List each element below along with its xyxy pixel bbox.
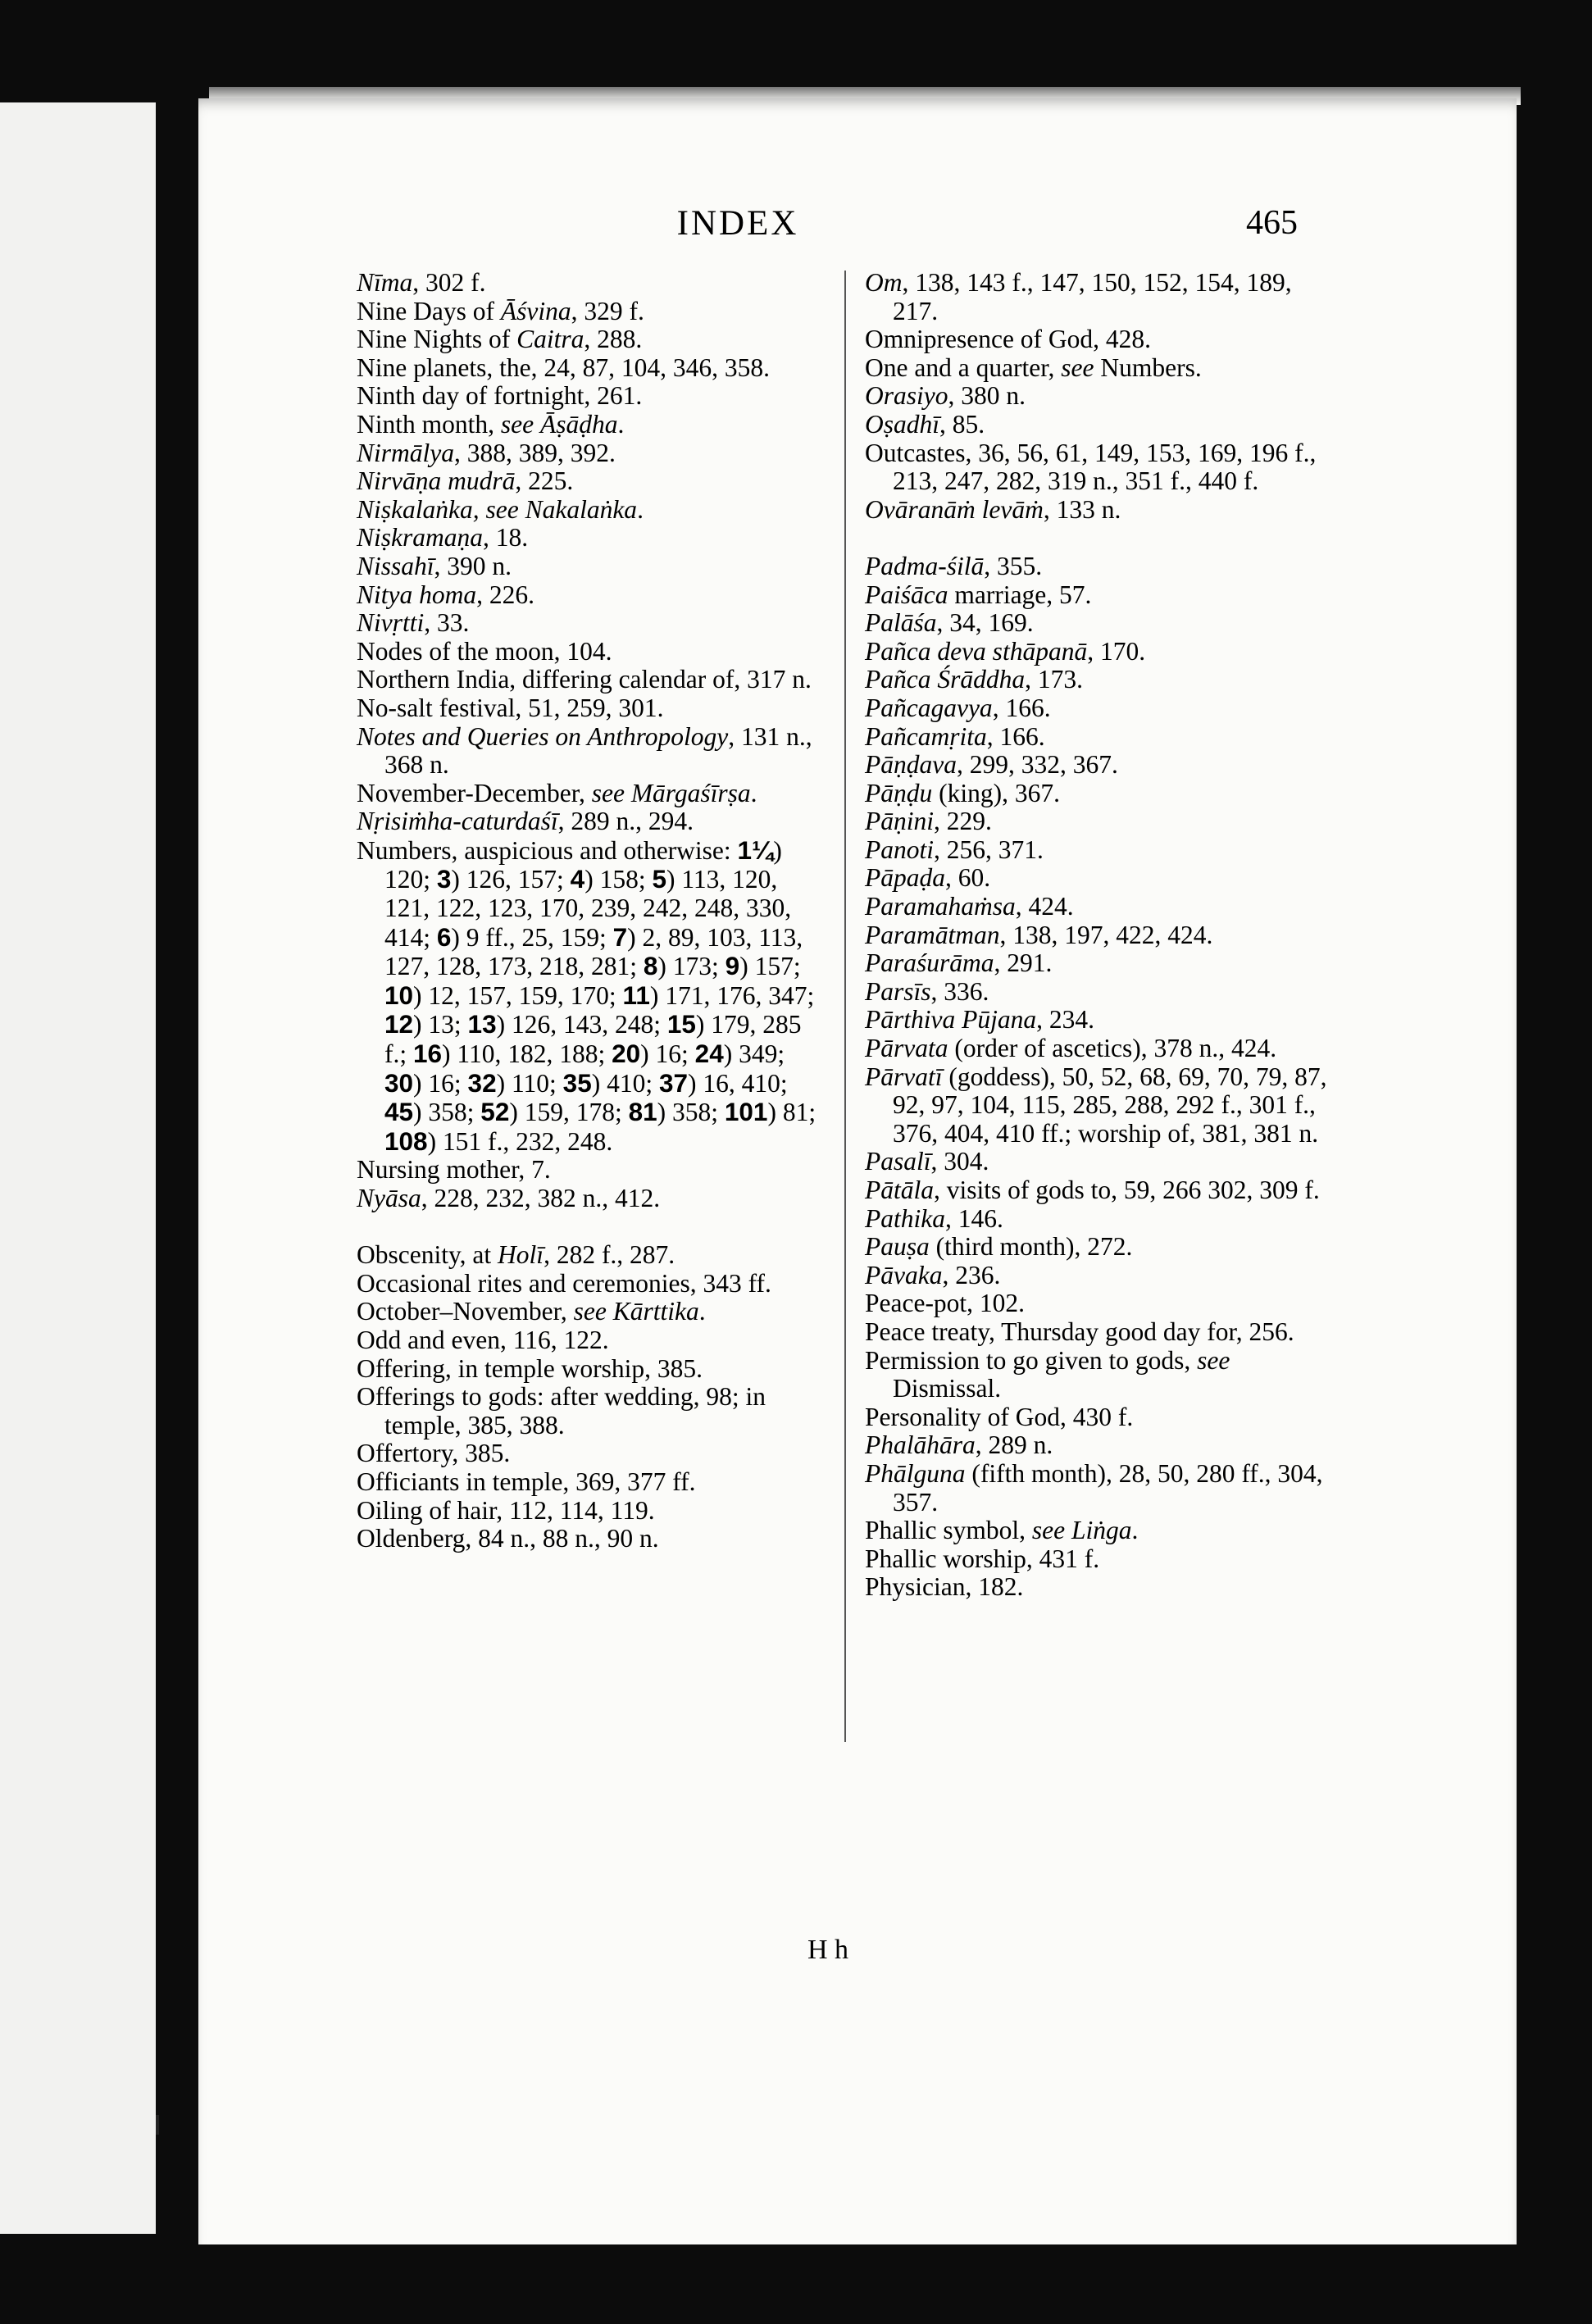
index-entry-text: Nissahī xyxy=(357,551,434,580)
index-entry-text: Pāpaḍa xyxy=(865,863,945,893)
index-entry-text: , 282 f., 287. xyxy=(544,1240,675,1270)
index-entry-text: 15 xyxy=(666,1009,696,1039)
index-entry xyxy=(865,836,1336,865)
index-entry xyxy=(357,496,824,525)
index-entry-text: Pañcamṛita xyxy=(865,721,987,751)
index-entry xyxy=(357,694,824,723)
index-entry-text: ) 159, 178; xyxy=(509,1098,629,1127)
index-entry-text: , 170. xyxy=(1087,636,1146,666)
index-entry-text: , 85. xyxy=(939,409,985,439)
index-entry-text: ) 16, 410; xyxy=(688,1068,788,1098)
index-entry-text: 4 xyxy=(570,864,585,894)
index-entry-text: , 166. xyxy=(986,721,1045,751)
index-entry-text: 6 xyxy=(436,921,452,952)
index-entry-text: Peace-pot, 102. xyxy=(865,1289,1026,1318)
index-entry-text: Nine planets, the, 24, 87, 104, 346, 358. xyxy=(357,352,770,382)
index-entry xyxy=(865,864,1336,893)
index-entry-text: ) 16; xyxy=(640,1039,695,1069)
index-entry-text: Peace treaty, Thursday good day for, 256. xyxy=(865,1317,1294,1346)
index-entry-text: 11 xyxy=(622,980,650,1010)
index-entry-text: Northern India, differing calendar of, 317 n. xyxy=(357,665,812,694)
index-entry xyxy=(865,1233,1336,1262)
margin-mark xyxy=(156,2115,159,2135)
index-entry-text: , 234. xyxy=(1036,1005,1094,1035)
index-entry-text: 101 xyxy=(724,1097,768,1127)
index-entry-text: Paramātman xyxy=(865,920,1000,949)
index-entry xyxy=(865,780,1336,808)
index-entry-text: , 388, 389, 392. xyxy=(454,438,616,467)
index-entry-text: Pāṇḍava xyxy=(865,750,957,780)
index-entry-text: (third month), 272. xyxy=(929,1232,1133,1262)
index-entry xyxy=(865,1262,1336,1290)
index-entry xyxy=(865,1063,1336,1148)
index-entry-text: 20 xyxy=(612,1039,641,1069)
index-entry-text: Pārthiva Pūjana xyxy=(865,1005,1037,1035)
index-entry-text: ) 349; xyxy=(723,1039,785,1069)
index-entry-text: Pañcagavya xyxy=(865,693,993,722)
signature-mark: H h xyxy=(807,1935,849,1965)
index-entry-text: Oldenberg, 84 n., 88 n., 90 n. xyxy=(357,1524,659,1553)
index-entry-text: Niṣkalaṅka, see Nakalaṅka xyxy=(357,494,638,524)
index-entry-text: Palāśa xyxy=(865,608,937,638)
index-entry xyxy=(865,1545,1336,1574)
column-divider xyxy=(844,271,846,1742)
index-entry-text: Nitya homa xyxy=(357,580,477,609)
index-entry-text: , 173. xyxy=(1025,665,1083,694)
index-entry-text: Permission to go given to gods, xyxy=(865,1345,1198,1375)
index-entry-text: ) 110; xyxy=(496,1068,563,1098)
page-number: 465 xyxy=(1246,204,1298,242)
index-entry-text: , 18. xyxy=(483,523,529,553)
index-entry-text: Obscenity, at xyxy=(357,1240,498,1270)
index-entry-text: 10 xyxy=(384,980,414,1010)
index-entry xyxy=(357,1156,824,1185)
index-entry-text: Paraśurāma xyxy=(865,948,994,978)
index-entry-text: 7 xyxy=(612,921,628,952)
index-entry-text: Om xyxy=(865,268,903,297)
index-entry-text: , 380 n. xyxy=(948,381,1026,411)
index-entry-text: , 424. xyxy=(1015,892,1074,921)
index-entry xyxy=(357,1355,824,1384)
index-entry xyxy=(865,807,1336,836)
index-entry-text: , 229. xyxy=(934,807,992,836)
index-entry-text: see Mārgaśīrṣa xyxy=(591,778,751,807)
index-entry-text: ) 16; xyxy=(413,1068,468,1098)
index-entry-text: see xyxy=(1061,352,1094,382)
index-entry-text: Ninth month, xyxy=(357,409,501,439)
index-entry xyxy=(357,1241,824,1270)
index-entry-text: Pārvata xyxy=(865,1034,948,1063)
index-entry-text: , 289 n., 294. xyxy=(557,807,694,836)
index-entry-text: Phālguna xyxy=(865,1458,966,1488)
index-entry xyxy=(865,1460,1336,1517)
index-entry-text: , 225. xyxy=(515,466,574,496)
index-entry-text: Omnipresence of God, 428. xyxy=(865,325,1152,354)
index-entry-text: Nursing mother, 7. xyxy=(357,1155,551,1185)
index-entry xyxy=(865,666,1336,694)
index-entry-text: Pātāla xyxy=(865,1176,934,1204)
index-entry-text: Officiants in temple, 369, 377 ff. xyxy=(357,1467,696,1496)
index-entry-text: Occasional rites and ceremonies, 343 ff. xyxy=(357,1268,771,1298)
index-entry-text: 9 xyxy=(725,951,740,981)
index-entry-text: , 228, 232, 382 n., 412. xyxy=(421,1184,661,1212)
index-entry-text: , 146. xyxy=(944,1203,1003,1233)
index-column-right xyxy=(865,269,1336,1602)
index-entry xyxy=(865,1517,1336,1545)
index-entry xyxy=(865,1573,1336,1602)
index-entry xyxy=(865,382,1336,411)
index-entry-text: Pāvaka xyxy=(865,1260,943,1289)
index-entry xyxy=(357,581,824,610)
index-entry-text: ) 120; xyxy=(384,835,782,894)
index-entry-text: ) 12, 157, 159, 170; xyxy=(413,980,623,1010)
index-entry xyxy=(357,609,824,638)
index-entry-text: , 226. xyxy=(476,580,534,609)
index-entry-text: . xyxy=(750,778,757,807)
index-entry-text: , 299, 332, 367. xyxy=(956,750,1118,780)
index-entry-text: 1¼ xyxy=(737,835,774,865)
index-entry xyxy=(865,411,1336,439)
index-entry-text: Pārvatī xyxy=(865,1062,943,1091)
index-entry-text: Nivṛtti xyxy=(357,608,425,638)
index-entry-text: , 34, 169. xyxy=(936,608,1034,638)
index-entry-text: Paramahaṁsa xyxy=(865,892,1016,921)
index-entry xyxy=(357,411,824,439)
index-entry-text: Nirvāṇa mudrā xyxy=(357,466,516,496)
index-entry-text: , 291. xyxy=(994,948,1053,978)
index-entry xyxy=(865,439,1336,496)
index-entry-text: ) 126, 143, 248; xyxy=(496,1010,667,1039)
index-entry xyxy=(357,1468,824,1497)
running-title: INDEX xyxy=(676,204,799,243)
index-entry-text: 16 xyxy=(413,1039,443,1069)
index-entry xyxy=(865,1431,1336,1460)
index-entry xyxy=(865,581,1336,610)
index-column-left xyxy=(357,269,824,1553)
index-entry-text: , 138, 197, 422, 424. xyxy=(999,920,1213,949)
index-entry-text: Paiśāca xyxy=(865,580,948,609)
index-entry-text: Pasalī xyxy=(865,1147,931,1176)
index-entry-text: Physician, 182. xyxy=(865,1572,1024,1602)
index-entry xyxy=(865,638,1336,666)
index-entry xyxy=(865,1006,1336,1035)
index-entry-text: , visits of gods to, 59, 266 302, 309 f. xyxy=(934,1176,1320,1204)
index-entry-text: Outcastes, 36, 56, 61, 149, 153, 169, 196 f., 213, 247, 282, 319 n., 351 f., 440 f. xyxy=(865,438,1317,496)
index-entry-text: , 304. xyxy=(930,1147,989,1176)
index-entry xyxy=(357,638,824,666)
index-entry-text: , 289 n. xyxy=(975,1430,1053,1460)
index-entry-text: ) 358; xyxy=(413,1098,481,1127)
index-entry-text: Dismissal. xyxy=(893,1374,1002,1403)
index-entry-text: Pāṇḍu xyxy=(865,778,933,807)
index-entry-text: Nṛisiṁha-caturdaśī xyxy=(357,807,558,836)
index-entry-text: Nīma xyxy=(357,268,413,297)
index-entry xyxy=(357,1270,824,1298)
index-entry-text: No-salt festival, 51, 259, 301. xyxy=(357,693,664,722)
index-entry-text: 3 xyxy=(436,864,452,894)
index-entry-text: November-December, xyxy=(357,778,592,807)
index-entry xyxy=(357,553,824,581)
index-entry-text: see Liṅga xyxy=(1031,1516,1132,1545)
index-entry-text: Ovāranāṁ levāṁ xyxy=(865,494,1044,524)
index-entry xyxy=(357,1383,824,1439)
index-entry xyxy=(865,325,1336,354)
index-entry-text: Pañca Śrāddha xyxy=(865,665,1026,694)
index-entry xyxy=(357,382,824,411)
index-entry xyxy=(865,1205,1336,1234)
index-entry xyxy=(865,723,1336,752)
index-entry xyxy=(357,1185,824,1213)
index-entry xyxy=(357,269,824,298)
index-entry-text: Panoti xyxy=(865,835,934,864)
index-entry-text: . xyxy=(617,409,625,439)
index-entry-text: Oiling of hair, 112, 114, 119. xyxy=(357,1495,655,1525)
index-entry-text: Notes and Queries on Anthropology xyxy=(357,721,729,751)
index-entry-text: ) 171, 176, 347; xyxy=(649,980,815,1010)
index-entry xyxy=(357,325,824,354)
index-entry-text: Ninth day of fortnight, 261. xyxy=(357,381,643,411)
index-entry-text: Orasiyo xyxy=(865,381,948,411)
index-entry xyxy=(357,666,824,694)
index-entry-text: , 302 f. xyxy=(412,268,486,297)
index-entry-text: (order of ascetics), 378 n., 424. xyxy=(948,1034,1277,1063)
index-entry-text: , 131 n., 368 n. xyxy=(384,721,812,780)
index-entry-text: Caitra xyxy=(516,325,584,354)
index-entry xyxy=(357,1439,824,1468)
index-entry-text: marriage, 57. xyxy=(948,580,1092,609)
index-entry-text: 52 xyxy=(480,1097,510,1127)
index-entry-text: 37 xyxy=(658,1067,689,1098)
index-entry-text: 45 xyxy=(384,1097,414,1127)
index-entry-text: Holī xyxy=(498,1240,544,1270)
index-entry-text: , 336. xyxy=(930,976,989,1006)
index-entry xyxy=(357,1525,824,1553)
index-entry xyxy=(865,1289,1336,1318)
index-entry-text: Pañca deva sthāpanā xyxy=(865,636,1088,666)
index-entry-text: ) 410; xyxy=(591,1068,659,1098)
index-entry-text: . xyxy=(698,1297,706,1326)
index-entry-text: Numbers. xyxy=(1094,352,1202,382)
index-entry-text: Odd and even, 116, 122. xyxy=(357,1325,609,1354)
index-entry xyxy=(357,723,824,780)
index-entry-text: , 355. xyxy=(984,551,1043,580)
index-entry-text: , 133 n. xyxy=(1043,494,1121,524)
index-entry-text: Phalāhāra xyxy=(865,1430,976,1460)
index-entry-text: , 138, 143 f., 147, 150, 152, 154, 189, 217. xyxy=(893,268,1292,325)
index-entry-text: 5 xyxy=(652,864,666,894)
index-entry-text: Pauṣa xyxy=(865,1232,930,1262)
index-entry xyxy=(865,1403,1336,1432)
index-entry xyxy=(865,1035,1336,1063)
index-entry xyxy=(865,354,1336,383)
index-entry-text: 13 xyxy=(467,1009,497,1039)
index-entry-text: Phallic symbol, xyxy=(865,1516,1032,1545)
index-entry-text: Nirmālya xyxy=(357,438,455,467)
index-entry-text: , 256, 371. xyxy=(934,835,1044,864)
index-entry xyxy=(865,694,1336,723)
index-entry-text: Nine Nights of xyxy=(357,325,517,354)
index-entry xyxy=(357,1497,824,1526)
index-entry-text: ) 9 ff., 25, 159; xyxy=(451,922,613,952)
index-entry-text: Parsīs xyxy=(865,976,931,1006)
index-entry-text: Padma-śilā xyxy=(865,551,985,580)
index-entry xyxy=(865,269,1336,325)
index-entry-text: Personality of God, 430 f. xyxy=(865,1402,1134,1431)
index-entry-text: Pāṇini xyxy=(865,807,934,836)
index-entry xyxy=(357,1326,824,1355)
index-entry-text: , 236. xyxy=(942,1260,1001,1289)
index-entry-text: ) 2, 89, 103, 113, 127, 128, 173, 218, 281; xyxy=(384,922,803,981)
index-entry-text: 108 xyxy=(384,1126,428,1156)
index-entry-text: , 329 f. xyxy=(571,296,644,325)
index-entry-text: ) 157; xyxy=(739,952,801,981)
index-entry xyxy=(357,467,824,496)
index-entry-text: 30 xyxy=(384,1067,414,1098)
index-entry-text: ) 110, 182, 188; xyxy=(442,1039,612,1069)
index-entry xyxy=(865,1148,1336,1176)
index-entry xyxy=(865,893,1336,921)
index-entry-text: see Āṣāḍha xyxy=(500,409,618,439)
index-entry-text: Nodes of the moon, 104. xyxy=(357,636,612,666)
index-entry xyxy=(865,1347,1336,1403)
index-entry xyxy=(865,1318,1336,1347)
index-entry-text: Nyāsa xyxy=(357,1184,421,1212)
index-entry xyxy=(357,439,824,468)
index-entry xyxy=(865,609,1336,638)
index-entry-text: ) 151 f., 232, 248. xyxy=(427,1126,613,1156)
index-entry xyxy=(357,1298,824,1326)
index-entry-text: see xyxy=(1197,1345,1230,1375)
index-entry-text: Offering, in temple worship, 385. xyxy=(357,1353,703,1383)
index-entry-text: , 166. xyxy=(992,693,1051,722)
index-entry-text: 32 xyxy=(467,1067,497,1098)
index-entry-text: 12 xyxy=(384,1009,414,1039)
index-entry-text: Numbers, auspicious and otherwise: xyxy=(357,835,738,865)
index-entry xyxy=(357,298,824,326)
index-entry-text: ) 158; xyxy=(584,865,653,894)
index-entry-text: (fifth month), 28, 50, 280 ff., 304, 357. xyxy=(893,1458,1323,1517)
index-entry xyxy=(865,496,1336,525)
index-entry-text: 24 xyxy=(694,1039,724,1069)
index-entry-text: ) 173; xyxy=(657,952,725,981)
index-entry-text: One and a quarter, xyxy=(865,352,1062,382)
index-entry-text: ) 113, 120, 121, 122, 123, 170, 239, 242, 248, 330, 414; xyxy=(384,865,792,952)
index-entry-text: ) 126, 157; xyxy=(451,865,571,894)
index-entry-text: see Kārttika xyxy=(573,1297,699,1326)
index-entry-text: Offertory, 385. xyxy=(357,1439,511,1468)
index-entry-text: ) 179, 285 f.; xyxy=(384,1010,802,1069)
index-entry-text: Niṣkramaṇa xyxy=(357,523,484,553)
index-entry xyxy=(357,780,824,808)
index-entry xyxy=(357,354,824,383)
index-entry-text: Nine Days of xyxy=(357,296,501,325)
index-entry-text: 35 xyxy=(562,1067,592,1098)
index-entry xyxy=(357,524,824,553)
index-entry-text: ) 81; xyxy=(767,1098,816,1127)
index-entry-text: . xyxy=(1131,1516,1139,1545)
index-entry xyxy=(865,921,1336,950)
index-entry-text: October–November, xyxy=(357,1297,574,1326)
index-entry-text: 8 xyxy=(643,951,658,981)
index-entry-text: Oṣadhī xyxy=(865,409,940,439)
index-entry xyxy=(865,751,1336,780)
index-entry-text: Pathika xyxy=(865,1203,945,1233)
index-entry-text: Āśvina xyxy=(500,296,571,325)
index-entry xyxy=(865,1176,1336,1205)
index-entry xyxy=(357,807,824,836)
index-entry-text: Phallic worship, 431 f. xyxy=(865,1544,1100,1573)
index-entry-text: 81 xyxy=(628,1097,657,1127)
index-entry xyxy=(865,978,1336,1007)
index-entry-text: (goddess), 50, 52, 68, 69, 70, 79, 87, 92, 97, 104, 115, 285, 288, 292 f., 301 f., 376, 404, 410 ff.; worship of, 381, 381 n. xyxy=(893,1062,1327,1148)
index-entry-text: (king), 367. xyxy=(932,778,1060,807)
index-entry-text: . xyxy=(637,494,644,524)
index-entry-text: , 288. xyxy=(584,325,643,354)
index-entry xyxy=(357,836,824,1157)
index-entry-text: , 390 n. xyxy=(434,551,512,580)
index-entry xyxy=(865,553,1336,581)
previous-page-edge xyxy=(0,102,156,2234)
index-entry-text: , 60. xyxy=(945,863,991,893)
index-entry-text: ) 358; xyxy=(657,1098,725,1127)
index-entry-text: ) 13; xyxy=(413,1010,468,1039)
index-entry xyxy=(865,949,1336,978)
index-entry-text: Offerings to gods: after wedding, 98; in temple, 385, 388. xyxy=(357,1382,766,1439)
index-entry-text: , 33. xyxy=(424,608,470,638)
